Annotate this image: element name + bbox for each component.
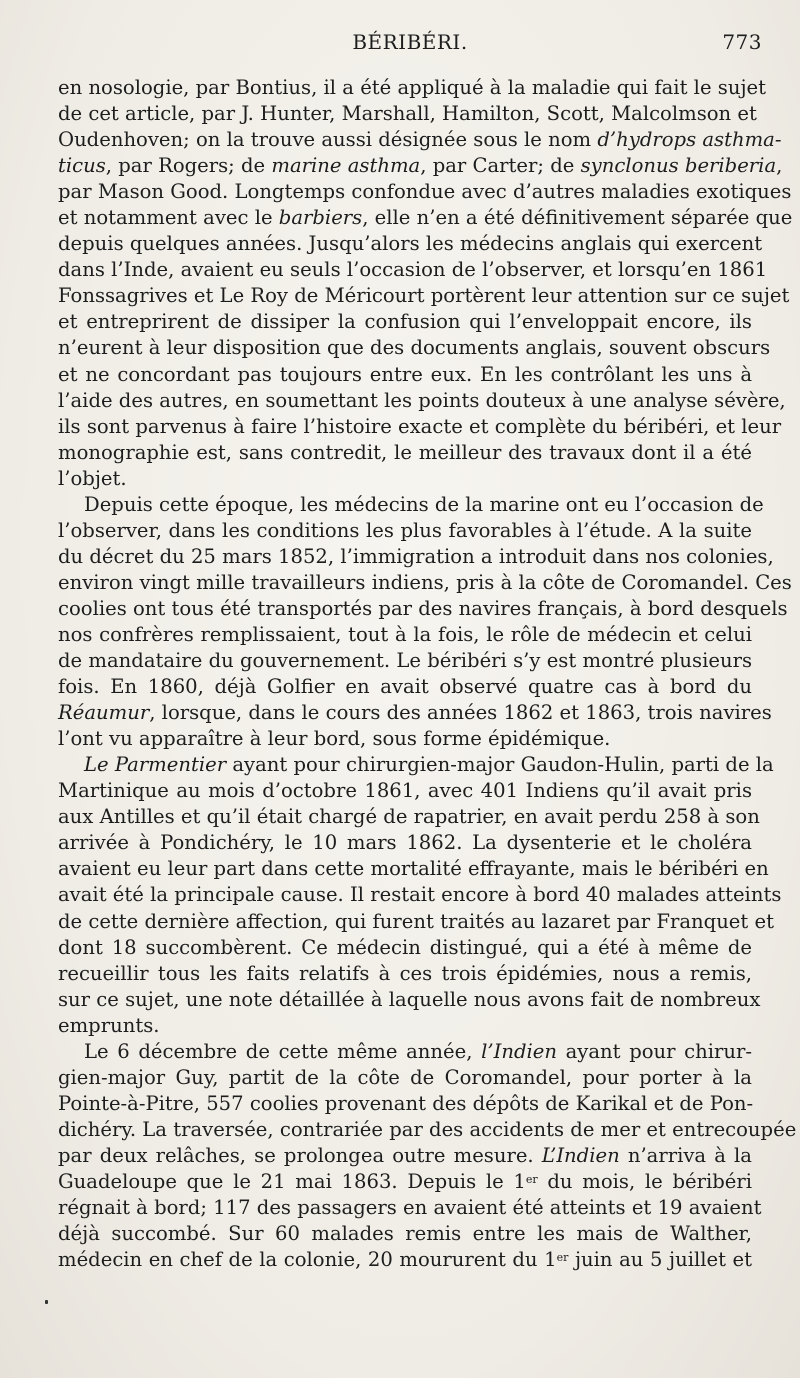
text-line: régnait à bord; 117 des passagers en avaient été atteints et 19 avaient [58, 1196, 762, 1220]
text-line: l’ont vu apparaître à leur bord, sous forme épidémique. [58, 727, 611, 751]
text-line: l’objet. [58, 466, 127, 490]
superscript: er [525, 1172, 538, 1186]
text-line: du décret du 25 mars 1852, l’immigration a introduit dans nos colonies, [58, 544, 774, 568]
text-line: monographie est, sans contredit, le meilleur des travaux dont il a été [58, 440, 752, 464]
italic-term: L’Indien [541, 1143, 620, 1167]
page-header [58, 30, 762, 60]
page-number: 773 [722, 30, 762, 54]
text-line: et entreprirent de dissiper la confusion qui l’enveloppait encore, ils [58, 310, 752, 334]
text-line: environ vingt mille travailleurs indiens, pris à la côte de Coromandel. Ces [58, 570, 792, 594]
ink-speck [45, 1300, 48, 1304]
text-line: sur ce sujet, une note détaillée à laquelle nous avons fait de nombreux [58, 987, 761, 1011]
text-line: déjà succombé. Sur 60 malades remis entre les mais de Walther, [58, 1222, 752, 1246]
italic-term: synclonus beriberia [580, 154, 777, 178]
text-line: avaient eu leur part dans cette mortalité effrayante, mais le béribéri en [58, 857, 769, 881]
text-line: n’eurent à leur disposition que des documents anglais, souvent obscurs [58, 336, 771, 360]
text-line: nos confrères remplissaient, tout à la fois, le rôle de médecin et celui [58, 622, 752, 646]
text-line: emprunts. [58, 1013, 160, 1037]
italic-term: Le Parmentier [84, 753, 227, 777]
text-line: Réaumur, lorsque, dans le cours des années 1862 et 1863, trois navires [58, 701, 772, 725]
running-head: BÉRIBÉRI. [352, 30, 468, 54]
italic-term: ticus [58, 154, 106, 178]
text-line: dichéry. La traversée, contrariée par des accidents de mer et entrecoupée [58, 1117, 797, 1141]
text-line: coolies ont tous été transportés par des navires français, à bord desquels [58, 596, 788, 620]
italic-term: marine asthma [271, 154, 421, 178]
text-line: en nosologie, par Bontius, il a été appliqué à la maladie qui fait le sujet [58, 76, 766, 99]
text-line: dans l’Inde, avaient eu seuls l’occasion de l’observer, et lorsqu’en 1861 [58, 258, 768, 282]
text-line: aux Antilles et qu’il était chargé de rapatrier, en avait perdu 258 à son [58, 805, 760, 829]
text-line: de cette dernière affection, qui furent traités au lazaret par Franquet et [58, 909, 774, 933]
text-line: médecin en chef de la colonie, 20 moururent du 1er juin au 5 juillet et [58, 1248, 753, 1272]
text-line: ticus, par Rogers; de marine asthma, par Carter; de synclonus beriberia, [58, 154, 783, 178]
italic-term: l’Indien [481, 1039, 557, 1063]
text-line: recueillir tous les faits relatifs à ces trois épidémies, nous a remis, [58, 961, 752, 985]
italic-term: barbiers [278, 206, 363, 230]
italic-term: Réaumur [58, 701, 150, 725]
text-line: Pointe-à-Pitre, 557 coolies provenant des dépôts de Karikal et de Pon- [58, 1091, 754, 1115]
text-line: avait été la principale cause. Il restait encore à bord 40 malades atteints [58, 883, 782, 907]
body-text [58, 75, 797, 1273]
italic-term: d’hydrops asthma- [597, 128, 782, 152]
text-line: l’aide des autres, en soumettant les points douteux à une analyse sévère, [58, 388, 786, 412]
text-line: depuis quelques années. Jusqu’alors les médecins anglais qui exercent [58, 232, 763, 256]
text-line: Fonssagrives et Le Roy de Méricourt portèrent leur attention sur ce sujet [58, 284, 790, 308]
text-line: de cet article, par J. Hunter, Marshall, Hamilton, Scott, Malcolmson et [58, 102, 757, 126]
text-line: par deux relâches, se prolongea outre mesure. L’Indien n’arriva à la [58, 1143, 752, 1167]
text-line: de mandataire du gouvernement. Le béribéri s’y est montré plusieurs [58, 649, 752, 673]
text-line: Le Parmentier ayant pour chirurgien-major Gaudon-Hulin, parti de la [84, 753, 774, 777]
text-line: dont 18 succombèrent. Ce médecin distingué, qui a été à même de [58, 935, 752, 959]
text-line: gien-major Guy, partit de la côte de Coromandel, pour porter à la [58, 1065, 752, 1089]
text-line: fois. En 1860, déjà Golfier en avait observé quatre cas à bord du [58, 675, 752, 699]
text-line: et ne concordant pas toujours entre eux. En les contrôlant les uns à [58, 362, 752, 386]
text-line: ils sont parvenus à faire l’histoire exacte et complète du béribéri, et leur [58, 414, 782, 438]
text-line: Depuis cette époque, les médecins de la marine ont eu l’occasion de [84, 492, 764, 516]
text-line: Oudenhoven; on la trouve aussi désignée sous le nom d’hydrops asthma- [58, 128, 782, 152]
superscript: er [556, 1251, 569, 1265]
text-line: l’observer, dans les conditions les plus favorables à l’étude. A la suite [58, 518, 752, 542]
text-line: Martinique au mois d’octobre 1861, avec 401 Indiens qu’il avait pris [58, 779, 752, 803]
text-line: et notamment avec le barbiers, elle n’en a été définitivement séparée que [58, 206, 793, 230]
text-line: par Mason Good. Longtemps confondue avec d’autres maladies exotiques [58, 180, 792, 204]
text-line: Guadeloupe que le 21 mai 1863. Depuis le 1er du mois, le béribéri [58, 1169, 753, 1193]
text-line: Le 6 décembre de cette même année, l’Indien ayant pour chirur- [84, 1039, 752, 1063]
text-line: arrivée à Pondichéry, le 10 mars 1862. La dysenterie et le choléra [58, 831, 752, 855]
